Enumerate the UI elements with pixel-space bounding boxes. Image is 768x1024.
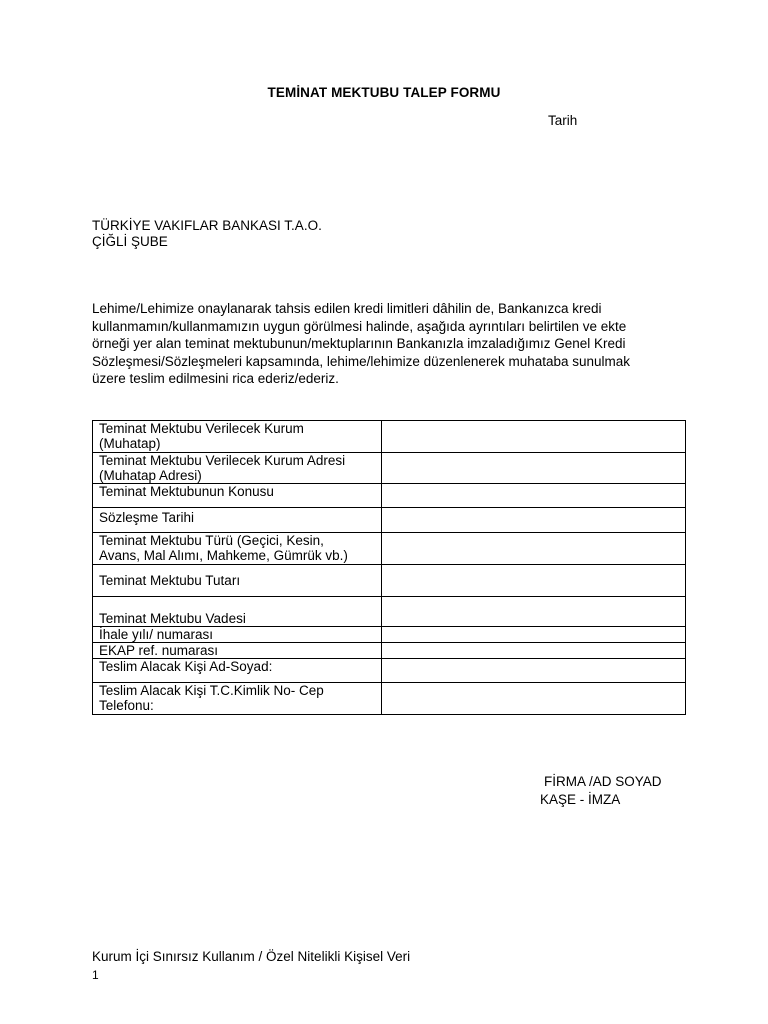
request-form-table: [92, 420, 686, 715]
form-title: TEMİNAT MEKTUBU TALEP FORMU: [267, 85, 501, 100]
label-line: Teminat Mektubu Türü (Geçici, Kesin,: [99, 533, 324, 548]
form-row-value[interactable]: [382, 533, 686, 565]
form-row-value[interactable]: [382, 565, 686, 597]
form-row: [93, 565, 686, 597]
label-line: (Muhatap Adresi): [99, 468, 202, 483]
label-line: Teslim Alacak Kişi Ad-Soyad:: [99, 659, 273, 674]
form-row: [93, 683, 686, 715]
page-number: 1: [92, 968, 99, 982]
form-row-value[interactable]: [382, 597, 686, 627]
classification-footer: Kurum İçi Sınırsız Kullanım / Özel Nitelikli Kişisel Veri: [92, 949, 411, 964]
label-line: Avans, Mal Alımı, Mahkeme, Gümrük vb.): [99, 548, 348, 563]
recipient-block: [92, 218, 322, 250]
form-row: [93, 643, 686, 659]
branch-name: ÇİĞLİ ŞUBE: [92, 234, 168, 249]
form-row-value[interactable]: [382, 643, 686, 659]
label-line: Sözleşme Tarihi: [99, 510, 195, 525]
paragraph-line: Lehime/Lehimize onaylanarak tahsis edilen kredi limitleri dâhilin de, Bankanızca kredi: [92, 301, 602, 316]
form-row: [93, 627, 686, 643]
label-line: Telefonu:: [99, 698, 154, 713]
request-paragraph: [92, 300, 676, 388]
form-row: [93, 484, 686, 508]
form-row: [93, 659, 686, 683]
form-row: [93, 508, 686, 533]
date-label: Tarih: [548, 113, 578, 128]
form-row-label: [93, 508, 382, 533]
signature-stamp-label: KAŞE - İMZA: [540, 792, 621, 807]
form-row-value[interactable]: [382, 627, 686, 643]
form-row-label: [93, 683, 382, 715]
form-row-value[interactable]: [382, 508, 686, 533]
label-line: Teminat Mektubu Vadesi: [99, 611, 246, 626]
form-row-label: [93, 643, 382, 659]
form-row-label: [93, 597, 382, 627]
form-row-label: [93, 627, 382, 643]
form-row-label: [93, 565, 382, 597]
form-row-value[interactable]: [382, 484, 686, 508]
signature-block: [540, 773, 662, 809]
form-row: [93, 597, 686, 627]
form-row-label: [93, 453, 382, 484]
label-line: Teminat Mektubu Verilecek Kurum: [99, 421, 304, 436]
label-line: Teminat Mektubunun Konusu: [99, 484, 274, 499]
label-line: Teminat Mektubu Tutarı: [99, 573, 241, 588]
form-row: [93, 533, 686, 565]
paragraph-line: Sözleşmesi/Sözleşmeleri kapsamında, lehime/lehimize düzenlenerek muhataba sunulmak: [92, 353, 631, 369]
form-row-label: [93, 659, 382, 683]
bank-name: TÜRKİYE VAKIFLAR BANKASI T.A.O.: [92, 218, 322, 233]
form-row-label: [93, 421, 382, 453]
signature-name-label: FİRMA /AD SOYAD: [544, 774, 662, 789]
form-row: [93, 421, 686, 453]
form-row-value[interactable]: [382, 683, 686, 715]
paragraph-line: örneği yer alan teminat mektubunun/mektuplarının Bankanızla imzaladığımız Genel Kredi: [92, 336, 626, 352]
form-row-value[interactable]: [382, 421, 686, 453]
form-row-label: [93, 484, 382, 508]
label-line: Teslim Alacak Kişi T.C.Kimlik No- Cep: [99, 683, 324, 698]
label-line: İhale yılı/ numarası: [99, 627, 214, 642]
form-row-value[interactable]: [382, 453, 686, 484]
form-row-value[interactable]: [382, 659, 686, 683]
paragraph-line: üzere teslim edilmesini rica ederiz/ederiz.: [92, 371, 339, 387]
label-line: Teminat Mektubu Verilecek Kurum Adresi: [99, 453, 346, 468]
label-line: (Muhatap): [99, 436, 161, 451]
label-line: EKAP ref. numarası: [99, 643, 219, 658]
paragraph-line: kullanmamın/kullanmamızın uygun görülmesi halinde, aşağıda ayrıntıları belirtilen ve ekte: [92, 318, 627, 334]
form-row-label: [93, 533, 382, 565]
form-row: [93, 453, 686, 484]
